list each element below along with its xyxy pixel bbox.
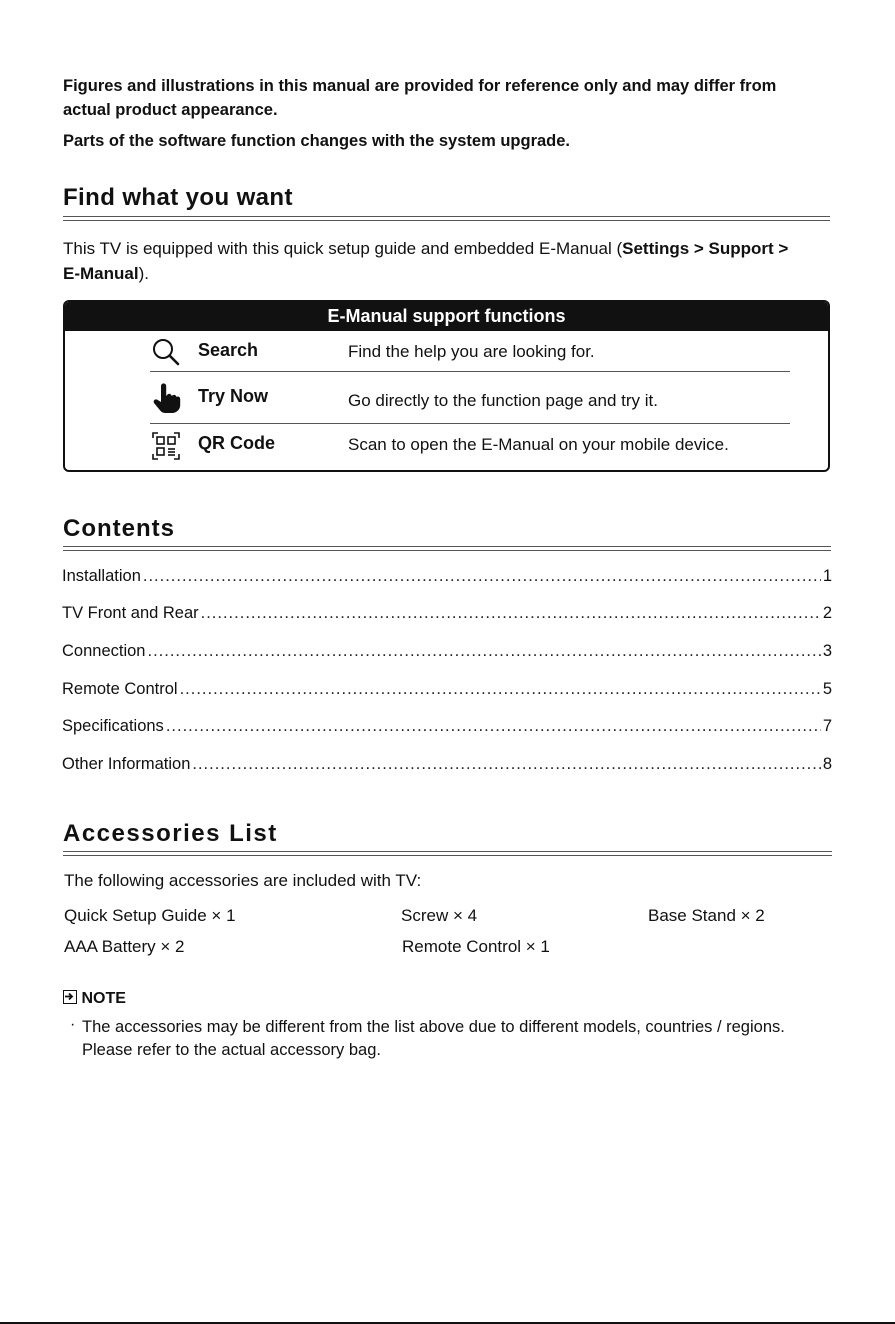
toc-leader [180, 680, 821, 699]
toc-label: Other Information [62, 755, 191, 773]
toc-page: 2 [822, 604, 832, 622]
toc-leader [192, 755, 820, 774]
accessories-heading-rule [63, 851, 832, 856]
toc-label: Connection [62, 642, 146, 660]
pointing-hand-icon [150, 383, 182, 415]
toc-leader [166, 717, 821, 736]
function-separator [150, 371, 790, 372]
toc-leader [147, 642, 820, 661]
find-intro-text: This TV is equipped with this quick setup guide and embedded E-Manual ( [63, 239, 623, 258]
find-intro-end: ). [138, 264, 149, 283]
toc-label: Remote Control [62, 680, 178, 698]
note-title: NOTE [81, 990, 126, 1007]
function-row-qr-code [150, 424, 790, 470]
toc-page: 3 [822, 642, 832, 660]
note-bullet: · [70, 1016, 76, 1033]
toc-leader [143, 567, 821, 586]
accessory-item: Quick Setup Guide × 1 [64, 906, 236, 925]
toc-label: TV Front and Rear [62, 604, 199, 622]
emanual-functions-panel [63, 300, 830, 472]
accessories-heading: Accessories List [63, 820, 278, 847]
toc-page: 1 [822, 567, 832, 585]
contents-heading-rule [63, 546, 831, 551]
magnifier-icon [150, 337, 182, 369]
toc-label: Specifications [62, 717, 164, 735]
toc-leader [201, 604, 821, 623]
find-intro-menu-path: Settings > Support > E-Manual [63, 239, 789, 283]
accessory-item: AAA Battery × 2 [64, 937, 185, 956]
accessory-item: Remote Control × 1 [402, 937, 550, 956]
notice-reference-only: Figures and illustrations in this manual are provided for reference only and may differ from actual product appearance. [63, 77, 777, 119]
toc-entry-remote-control[interactable] [62, 680, 832, 702]
function-desc: Scan to open the E-Manual on your mobile device. [348, 435, 729, 454]
accessory-item: Screw × 4 [401, 906, 478, 925]
toc-entry-tv-front-rear[interactable] [62, 604, 832, 626]
find-heading: Find what you want [63, 184, 293, 211]
toc-entry-connection[interactable] [62, 642, 832, 664]
function-name: QR Code [198, 433, 276, 453]
toc-page: 5 [822, 680, 832, 698]
note-icon [63, 990, 77, 1004]
find-heading-rule [63, 216, 830, 221]
accessory-item: Base Stand × 2 [648, 906, 765, 925]
toc-entry-specifications[interactable] [62, 717, 832, 739]
panel-title: E-Manual support functions [65, 302, 828, 331]
note-header [63, 990, 126, 1008]
toc-page: 8 [822, 755, 832, 773]
function-desc: Go directly to the function page and try it. [348, 391, 658, 410]
toc-page: 7 [822, 717, 832, 735]
qr-code-icon [150, 430, 182, 462]
function-name: Try Now [198, 386, 269, 406]
contents-heading: Contents [63, 515, 175, 542]
function-desc: Find the help you are looking for. [348, 342, 595, 361]
notice-software-upgrade: Parts of the software function changes with the system upgrade. [63, 132, 571, 150]
note-text: The accessories may be different from the list above due to different models, countries / regions. Please refer to the actual accessory bag. [82, 1018, 785, 1059]
find-intro [63, 236, 803, 286]
function-row-try-now [150, 377, 790, 423]
function-name: Search [198, 340, 259, 360]
toc-entry-other-information[interactable] [62, 755, 832, 777]
toc-label: Installation [62, 567, 141, 585]
toc-entry-installation[interactable] [62, 567, 832, 589]
accessories-intro: The following accessories are included with TV: [64, 871, 422, 890]
